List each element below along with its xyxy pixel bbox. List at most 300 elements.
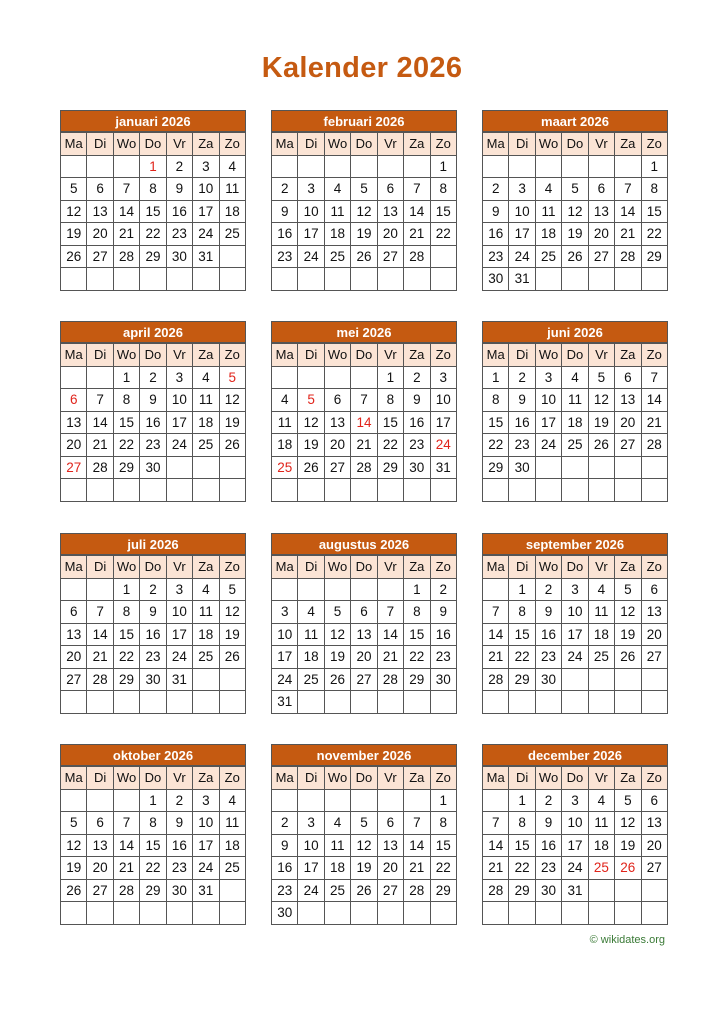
empty-cell (377, 902, 403, 925)
weekday-label: Vr (377, 767, 403, 790)
weekday-label: Zo (219, 767, 245, 790)
weekday-label: Vr (588, 344, 614, 367)
empty-cell (377, 268, 403, 291)
empty-cell (166, 479, 192, 502)
month-block (482, 744, 668, 925)
day-cell: 16 (535, 834, 561, 857)
empty-cell (219, 456, 245, 479)
week-row (61, 200, 246, 223)
week-row (483, 434, 668, 457)
day-cell: 9 (430, 601, 456, 624)
weekday-label: Do (351, 556, 377, 579)
day-cell: 15 (140, 834, 166, 857)
day-cell: 16 (272, 223, 298, 246)
month-title: oktober 2026 (60, 744, 246, 766)
weekday-label: Ma (483, 344, 509, 367)
empty-cell (615, 268, 641, 291)
day-cell: 20 (377, 223, 403, 246)
day-cell: 21 (483, 646, 509, 669)
day-cell: 7 (377, 601, 403, 624)
day-cell: 21 (87, 434, 113, 457)
day-cell: 24 (562, 646, 588, 669)
day-cell: 25 (193, 434, 219, 457)
day-cell: 19 (219, 623, 245, 646)
month-block (271, 110, 457, 291)
day-cell: 25 (219, 857, 245, 880)
day-cell: 10 (509, 200, 535, 223)
weekday-label: Di (298, 767, 324, 790)
weekday-label: Di (509, 767, 535, 790)
day-cell: 13 (87, 834, 113, 857)
empty-cell (272, 479, 298, 502)
empty-cell (483, 691, 509, 714)
week-row (61, 691, 246, 714)
empty-cell (377, 155, 403, 178)
week-row (483, 902, 668, 925)
month-title: december 2026 (482, 744, 668, 766)
day-cell: 30 (166, 879, 192, 902)
day-cell: 17 (298, 223, 324, 246)
weekday-label: Za (404, 556, 430, 579)
empty-cell (87, 789, 113, 812)
empty-cell (404, 268, 430, 291)
day-cell: 14 (87, 411, 113, 434)
empty-cell (535, 155, 561, 178)
empty-cell (87, 691, 113, 714)
weekday-label: Zo (641, 133, 667, 156)
day-cell: 6 (324, 389, 350, 412)
day-cell: 14 (113, 200, 139, 223)
weekday-label: Ma (272, 344, 298, 367)
month-title: juli 2026 (60, 533, 246, 555)
empty-cell (113, 479, 139, 502)
day-cell: 6 (377, 178, 403, 201)
day-cell: 12 (588, 389, 614, 412)
day-cell: 3 (166, 578, 192, 601)
empty-cell (404, 902, 430, 925)
day-cell: 11 (193, 389, 219, 412)
empty-cell (61, 902, 87, 925)
month-title: mei 2026 (271, 321, 457, 343)
day-cell: 21 (377, 646, 403, 669)
day-cell: 4 (588, 789, 614, 812)
day-cell: 30 (535, 879, 561, 902)
day-cell: 31 (509, 268, 535, 291)
day-cell: 12 (615, 601, 641, 624)
day-cell: 28 (404, 245, 430, 268)
day-cell: 7 (483, 601, 509, 624)
day-cell: 3 (562, 789, 588, 812)
day-cell: 26 (615, 646, 641, 669)
weekday-label: Do (140, 556, 166, 579)
empty-cell (166, 902, 192, 925)
day-cell: 10 (166, 389, 192, 412)
day-cell: 18 (298, 646, 324, 669)
weekday-label: Di (509, 344, 535, 367)
copyright-footer: © wikidates.org (589, 934, 665, 946)
empty-cell (140, 479, 166, 502)
day-cell: 9 (483, 200, 509, 223)
day-cell: 10 (535, 389, 561, 412)
day-cell: 18 (272, 434, 298, 457)
day-cell: 31 (166, 668, 192, 691)
day-cell: 15 (404, 623, 430, 646)
day-cell: 15 (509, 834, 535, 857)
day-cell: 14 (113, 834, 139, 857)
day-cell: 1 (140, 155, 166, 178)
month-block (271, 744, 457, 925)
day-cell: 5 (615, 578, 641, 601)
day-cell: 30 (166, 245, 192, 268)
month-grid (60, 343, 246, 502)
day-cell: 5 (298, 389, 324, 412)
day-cell: 17 (562, 623, 588, 646)
day-cell: 29 (483, 456, 509, 479)
day-cell: 19 (615, 623, 641, 646)
day-cell: 4 (588, 578, 614, 601)
day-cell: 4 (298, 601, 324, 624)
day-cell: 2 (140, 366, 166, 389)
day-cell: 29 (641, 245, 667, 268)
empty-cell (509, 902, 535, 925)
empty-cell (430, 479, 456, 502)
weekday-label: Zo (219, 133, 245, 156)
empty-cell (562, 902, 588, 925)
day-cell: 14 (87, 623, 113, 646)
day-cell: 23 (140, 434, 166, 457)
weekday-label: Za (193, 133, 219, 156)
empty-cell (272, 155, 298, 178)
empty-cell (562, 691, 588, 714)
week-row (272, 268, 457, 291)
empty-cell (140, 902, 166, 925)
day-cell: 24 (430, 434, 456, 457)
day-cell: 28 (483, 668, 509, 691)
day-cell: 21 (113, 857, 139, 880)
day-cell: 9 (140, 601, 166, 624)
empty-cell (509, 691, 535, 714)
month-title: juni 2026 (482, 321, 668, 343)
empty-cell (324, 578, 350, 601)
day-cell: 17 (166, 623, 192, 646)
weekday-label: Wo (113, 556, 139, 579)
day-cell: 1 (113, 366, 139, 389)
day-cell: 30 (140, 456, 166, 479)
empty-cell (377, 691, 403, 714)
day-cell: 22 (113, 434, 139, 457)
weekday-label: Wo (324, 133, 350, 156)
week-row (483, 268, 668, 291)
day-cell: 10 (193, 178, 219, 201)
weekday-label: Vr (166, 767, 192, 790)
day-cell: 15 (483, 411, 509, 434)
weekday-label: Di (298, 344, 324, 367)
day-cell: 6 (377, 812, 403, 835)
day-cell: 29 (377, 456, 403, 479)
empty-cell (219, 902, 245, 925)
week-row (61, 812, 246, 835)
week-row (483, 812, 668, 835)
empty-cell (61, 155, 87, 178)
weekday-label: Za (615, 556, 641, 579)
day-cell: 23 (166, 857, 192, 880)
empty-cell (272, 789, 298, 812)
week-row (483, 691, 668, 714)
day-cell: 17 (509, 223, 535, 246)
week-row (272, 411, 457, 434)
day-cell: 10 (430, 389, 456, 412)
day-cell: 28 (87, 456, 113, 479)
weekday-header-row (272, 556, 457, 579)
empty-cell (324, 691, 350, 714)
week-row (272, 834, 457, 857)
day-cell: 21 (87, 646, 113, 669)
day-cell: 14 (404, 200, 430, 223)
day-cell: 16 (509, 411, 535, 434)
month-grid (271, 555, 457, 714)
empty-cell (61, 366, 87, 389)
day-cell: 11 (324, 834, 350, 857)
day-cell: 5 (324, 601, 350, 624)
day-cell: 26 (298, 456, 324, 479)
day-cell: 16 (483, 223, 509, 246)
week-row (272, 623, 457, 646)
weekday-label: Vr (588, 556, 614, 579)
day-cell: 5 (219, 366, 245, 389)
day-cell: 11 (562, 389, 588, 412)
day-cell: 5 (351, 812, 377, 835)
month-grid (482, 766, 668, 925)
day-cell: 25 (324, 879, 350, 902)
day-cell: 4 (562, 366, 588, 389)
weekday-label: Za (615, 344, 641, 367)
weekday-header-row (272, 344, 457, 367)
day-cell: 21 (483, 857, 509, 880)
day-cell: 23 (272, 245, 298, 268)
day-cell: 8 (140, 812, 166, 835)
empty-cell (298, 789, 324, 812)
weekday-label: Vr (166, 133, 192, 156)
day-cell: 26 (562, 245, 588, 268)
empty-cell (324, 789, 350, 812)
day-cell: 29 (113, 456, 139, 479)
week-row (61, 268, 246, 291)
empty-cell (404, 479, 430, 502)
week-row (272, 789, 457, 812)
month-grid (482, 555, 668, 714)
empty-cell (219, 668, 245, 691)
empty-cell (562, 456, 588, 479)
day-cell: 15 (430, 200, 456, 223)
day-cell: 19 (219, 411, 245, 434)
day-cell: 10 (298, 200, 324, 223)
weekday-label: Wo (113, 133, 139, 156)
empty-cell (641, 668, 667, 691)
day-cell: 15 (377, 411, 403, 434)
day-cell: 5 (351, 178, 377, 201)
empty-cell (87, 268, 113, 291)
empty-cell (430, 245, 456, 268)
week-row (272, 879, 457, 902)
week-row (61, 434, 246, 457)
day-cell: 14 (404, 834, 430, 857)
month-title: september 2026 (482, 533, 668, 555)
empty-cell (430, 268, 456, 291)
day-cell: 26 (324, 668, 350, 691)
day-cell: 3 (298, 812, 324, 835)
day-cell: 10 (298, 834, 324, 857)
empty-cell (298, 155, 324, 178)
empty-cell (588, 691, 614, 714)
weekday-header-row (483, 767, 668, 790)
empty-cell (193, 668, 219, 691)
weekday-label: Zo (430, 133, 456, 156)
day-cell: 4 (535, 178, 561, 201)
month-grid (60, 766, 246, 925)
empty-cell (272, 366, 298, 389)
day-cell: 19 (61, 857, 87, 880)
week-row (272, 245, 457, 268)
weekday-label: Ma (483, 133, 509, 156)
empty-cell (377, 578, 403, 601)
empty-cell (113, 155, 139, 178)
month-block (60, 110, 246, 291)
day-cell: 6 (641, 578, 667, 601)
empty-cell (430, 691, 456, 714)
weekday-label: Za (404, 133, 430, 156)
month-title: april 2026 (60, 321, 246, 343)
day-cell: 12 (298, 411, 324, 434)
month-block (60, 321, 246, 502)
empty-cell (535, 456, 561, 479)
page-title: Kalender 2026 (261, 52, 463, 84)
weekday-label: Vr (166, 556, 192, 579)
empty-cell (562, 155, 588, 178)
day-cell: 2 (430, 578, 456, 601)
weekday-label: Za (404, 767, 430, 790)
month-title: februari 2026 (271, 110, 457, 132)
weekday-label: Zo (430, 767, 456, 790)
empty-cell (324, 366, 350, 389)
day-cell: 31 (272, 691, 298, 714)
weekday-label: Do (140, 344, 166, 367)
week-row (483, 245, 668, 268)
empty-cell (535, 902, 561, 925)
day-cell: 13 (87, 200, 113, 223)
day-cell: 22 (377, 434, 403, 457)
day-cell: 17 (272, 646, 298, 669)
day-cell: 29 (404, 668, 430, 691)
day-cell: 2 (166, 155, 192, 178)
weekday-label: Wo (535, 556, 561, 579)
week-row (61, 601, 246, 624)
day-cell: 10 (272, 623, 298, 646)
day-cell: 27 (324, 456, 350, 479)
day-cell: 23 (272, 879, 298, 902)
empty-cell (219, 691, 245, 714)
week-row (272, 155, 457, 178)
day-cell: 3 (166, 366, 192, 389)
day-cell: 12 (351, 834, 377, 857)
week-row (272, 601, 457, 624)
day-cell: 2 (272, 178, 298, 201)
day-cell: 11 (535, 200, 561, 223)
weekday-label: Wo (324, 344, 350, 367)
day-cell: 21 (615, 223, 641, 246)
day-cell: 7 (615, 178, 641, 201)
day-cell: 9 (535, 601, 561, 624)
day-cell: 9 (535, 812, 561, 835)
month-title: januari 2026 (60, 110, 246, 132)
empty-cell (483, 902, 509, 925)
day-cell: 22 (404, 646, 430, 669)
weekday-label: Do (351, 344, 377, 367)
weekday-label: Vr (377, 556, 403, 579)
day-cell: 11 (324, 200, 350, 223)
day-cell: 25 (298, 668, 324, 691)
day-cell: 20 (351, 646, 377, 669)
day-cell: 6 (87, 812, 113, 835)
day-cell: 5 (61, 178, 87, 201)
week-row (272, 646, 457, 669)
empty-cell (193, 456, 219, 479)
empty-cell (61, 578, 87, 601)
weekday-header-row (483, 133, 668, 156)
day-cell: 17 (166, 411, 192, 434)
day-cell: 20 (324, 434, 350, 457)
day-cell: 24 (166, 434, 192, 457)
day-cell: 16 (166, 200, 192, 223)
day-cell: 15 (509, 623, 535, 646)
weekday-label: Zo (430, 556, 456, 579)
empty-cell (113, 268, 139, 291)
empty-cell (298, 268, 324, 291)
empty-cell (615, 691, 641, 714)
day-cell: 30 (404, 456, 430, 479)
empty-cell (324, 268, 350, 291)
day-cell: 20 (641, 623, 667, 646)
day-cell: 2 (166, 789, 192, 812)
week-row (61, 366, 246, 389)
day-cell: 14 (377, 623, 403, 646)
day-cell: 1 (430, 155, 456, 178)
day-cell: 16 (272, 857, 298, 880)
week-row (61, 155, 246, 178)
weekday-label: Ma (483, 767, 509, 790)
empty-cell (298, 691, 324, 714)
day-cell: 24 (166, 646, 192, 669)
day-cell: 25 (193, 646, 219, 669)
day-cell: 25 (588, 646, 614, 669)
day-cell: 12 (61, 200, 87, 223)
day-cell: 11 (272, 411, 298, 434)
week-row (61, 456, 246, 479)
month-grid (271, 132, 457, 291)
day-cell: 10 (562, 812, 588, 835)
day-cell: 8 (113, 601, 139, 624)
week-row (272, 668, 457, 691)
weekday-label: Di (87, 556, 113, 579)
day-cell: 26 (61, 879, 87, 902)
day-cell: 17 (298, 857, 324, 880)
week-row (483, 178, 668, 201)
day-cell: 13 (61, 411, 87, 434)
day-cell: 27 (87, 879, 113, 902)
day-cell: 31 (193, 245, 219, 268)
week-row (483, 411, 668, 434)
day-cell: 30 (430, 668, 456, 691)
empty-cell (351, 578, 377, 601)
